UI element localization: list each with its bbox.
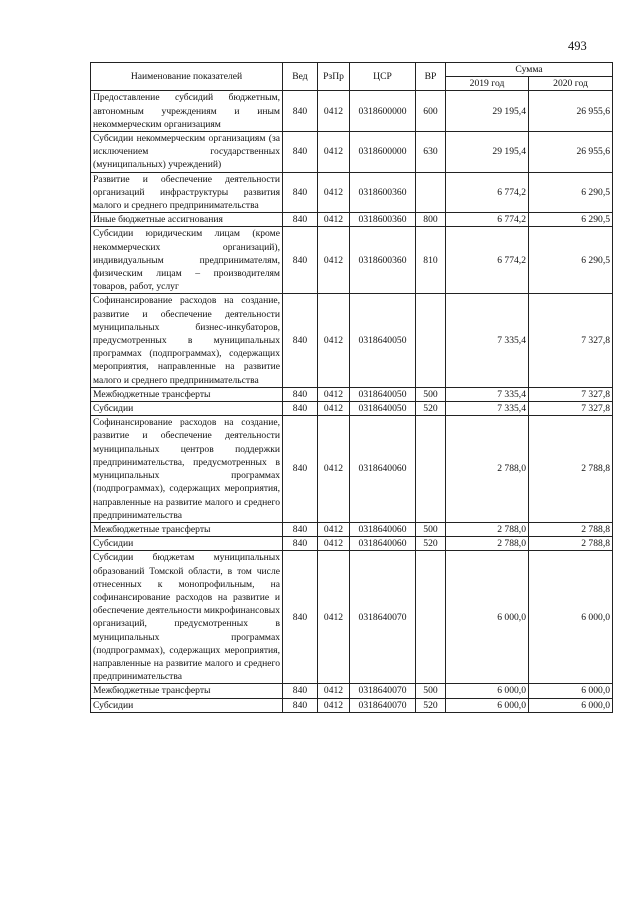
row-sum-2019: 6 000,0 — [446, 684, 529, 698]
row-csr: 0318640060 — [350, 537, 416, 551]
row-rzpr: 0412 — [318, 402, 350, 416]
row-vr: 500 — [416, 522, 446, 536]
row-name: Иные бюджетные ассигнования — [91, 213, 283, 227]
row-ved: 840 — [283, 698, 318, 712]
row-rzpr: 0412 — [318, 684, 350, 698]
row-sum-2019: 29 195,4 — [446, 91, 529, 132]
row-sum-2019: 29 195,4 — [446, 132, 529, 173]
row-name: Субсидии бюджетам муниципальных образований Томской области, в том числе отнесенных к монопрофильным, на софинансирование расходов на развитие и обеспечение деятельности микрофинансовых организаций, предусмотренных в муниципальных программах (подпрограммах), содержащих мероприятия, направленные на развитие малого и среднего предпринимательства — [91, 551, 283, 684]
row-rzpr: 0412 — [318, 172, 350, 213]
row-ved: 840 — [283, 684, 318, 698]
header-sum: Сумма — [446, 63, 613, 77]
row-rzpr: 0412 — [318, 551, 350, 684]
row-rzpr: 0412 — [318, 91, 350, 132]
table-row — [91, 387, 613, 401]
row-name: Софинансирование расходов на создание, развитие и обеспечение деятельности муниципальных бизнес-инкубаторов, предусмотренных в муниципальных программах (подпрограммах), содержащих мероприятия, направленные на развитие малого и среднего предпринимательства — [91, 294, 283, 387]
header-year-2019: 2019 год — [446, 77, 529, 91]
row-sum-2020: 6 290,5 — [529, 172, 613, 213]
table-row — [91, 551, 613, 684]
table-row — [91, 416, 613, 523]
row-vr: 520 — [416, 537, 446, 551]
row-rzpr: 0412 — [318, 213, 350, 227]
row-vr: 500 — [416, 684, 446, 698]
row-rzpr: 0412 — [318, 416, 350, 523]
header-vr: ВР — [416, 63, 446, 91]
row-ved: 840 — [283, 522, 318, 536]
row-csr: 0318640050 — [350, 387, 416, 401]
table-row — [91, 172, 613, 213]
table-header — [91, 63, 613, 91]
row-sum-2020: 26 955,6 — [529, 132, 613, 173]
table-row — [91, 132, 613, 173]
row-csr: 0318640070 — [350, 698, 416, 712]
row-sum-2019: 6 774,2 — [446, 172, 529, 213]
row-vr — [416, 294, 446, 387]
row-sum-2019: 2 788,0 — [446, 416, 529, 523]
row-sum-2019: 2 788,0 — [446, 537, 529, 551]
row-vr: 630 — [416, 132, 446, 173]
row-csr: 0318640060 — [350, 416, 416, 523]
row-ved: 840 — [283, 416, 318, 523]
row-ved: 840 — [283, 387, 318, 401]
header-name: Наименование показателей — [91, 63, 283, 91]
row-name: Субсидии юридическим лицам (кроме некоммерческих организаций), индивидуальным предпринимателям, физическим лицам – производителям товаров, работ, услуг — [91, 227, 283, 294]
row-sum-2020: 6 290,5 — [529, 227, 613, 294]
header-csr: ЦСР — [350, 63, 416, 91]
row-sum-2019: 6 000,0 — [446, 551, 529, 684]
row-sum-2019: 7 335,4 — [446, 402, 529, 416]
row-vr: 800 — [416, 213, 446, 227]
table-row — [91, 91, 613, 132]
row-vr: 810 — [416, 227, 446, 294]
row-csr: 0318640050 — [350, 294, 416, 387]
row-vr: 520 — [416, 698, 446, 712]
row-rzpr: 0412 — [318, 387, 350, 401]
table-row — [91, 684, 613, 698]
header-rzpr: РзПр — [318, 63, 350, 91]
row-ved: 840 — [283, 402, 318, 416]
row-sum-2020: 7 327,8 — [529, 402, 613, 416]
row-rzpr: 0412 — [318, 294, 350, 387]
row-sum-2020: 6 000,0 — [529, 698, 613, 712]
row-csr: 0318600360 — [350, 227, 416, 294]
row-name: Межбюджетные трансферты — [91, 684, 283, 698]
budget-table — [90, 62, 613, 713]
row-vr: 500 — [416, 387, 446, 401]
row-name: Субсидии — [91, 402, 283, 416]
row-vr: 520 — [416, 402, 446, 416]
table-row — [91, 227, 613, 294]
row-rzpr: 0412 — [318, 537, 350, 551]
row-sum-2019: 6 774,2 — [446, 213, 529, 227]
row-csr: 0318640070 — [350, 684, 416, 698]
row-sum-2020: 2 788,8 — [529, 537, 613, 551]
table-row — [91, 698, 613, 712]
table-row — [91, 213, 613, 227]
row-name: Развитие и обеспечение деятельности организаций инфраструктуры развития малого и среднего предпринимательства — [91, 172, 283, 213]
row-sum-2019: 2 788,0 — [446, 522, 529, 536]
row-sum-2020: 7 327,8 — [529, 387, 613, 401]
table-row — [91, 522, 613, 536]
header-ved: Вед — [283, 63, 318, 91]
row-ved: 840 — [283, 551, 318, 684]
row-csr: 0318640050 — [350, 402, 416, 416]
row-rzpr: 0412 — [318, 132, 350, 173]
header-year-2020: 2020 год — [529, 77, 613, 91]
row-csr: 0318640060 — [350, 522, 416, 536]
row-name: Межбюджетные трансферты — [91, 522, 283, 536]
row-sum-2019: 7 335,4 — [446, 294, 529, 387]
table-row — [91, 537, 613, 551]
table-body — [91, 91, 613, 712]
table-row — [91, 402, 613, 416]
row-sum-2020: 26 955,6 — [529, 91, 613, 132]
row-sum-2019: 6 000,0 — [446, 698, 529, 712]
row-sum-2020: 6 000,0 — [529, 551, 613, 684]
page-number: 493 — [568, 39, 587, 53]
row-sum-2019: 7 335,4 — [446, 387, 529, 401]
row-sum-2020: 6 290,5 — [529, 213, 613, 227]
row-name: Субсидии — [91, 537, 283, 551]
row-rzpr: 0412 — [318, 227, 350, 294]
row-csr: 0318600360 — [350, 172, 416, 213]
row-rzpr: 0412 — [318, 522, 350, 536]
row-sum-2020: 6 000,0 — [529, 684, 613, 698]
row-ved: 840 — [283, 294, 318, 387]
row-ved: 840 — [283, 213, 318, 227]
row-ved: 840 — [283, 91, 318, 132]
row-csr: 0318600000 — [350, 132, 416, 173]
row-name: Субсидии некоммерческим организациям (за исключением государственных (муниципальных) учреждений) — [91, 132, 283, 173]
row-vr — [416, 416, 446, 523]
row-sum-2020: 2 788,8 — [529, 522, 613, 536]
row-ved: 840 — [283, 227, 318, 294]
row-name: Межбюджетные трансферты — [91, 387, 283, 401]
row-vr — [416, 551, 446, 684]
row-csr: 0318600360 — [350, 213, 416, 227]
row-ved: 840 — [283, 172, 318, 213]
row-name: Субсидии — [91, 698, 283, 712]
row-name: Софинансирование расходов на создание, развитие и обеспечение деятельности муниципальных центров поддержки предпринимательства, предусмотренных в муниципальных программах (подпрограммах), содержащих мероприятия, направленные на развитие малого и среднего предпринимательства — [91, 416, 283, 523]
row-vr — [416, 172, 446, 213]
row-name: Предоставление субсидий бюджетным, автономным учреждениям и иным некоммерческим организациям — [91, 91, 283, 132]
row-sum-2020: 2 788,8 — [529, 416, 613, 523]
row-ved: 840 — [283, 537, 318, 551]
row-rzpr: 0412 — [318, 698, 350, 712]
row-csr: 0318640070 — [350, 551, 416, 684]
row-ved: 840 — [283, 132, 318, 173]
table-row — [91, 294, 613, 387]
row-sum-2019: 6 774,2 — [446, 227, 529, 294]
row-sum-2020: 7 327,8 — [529, 294, 613, 387]
row-vr: 600 — [416, 91, 446, 132]
row-csr: 0318600000 — [350, 91, 416, 132]
